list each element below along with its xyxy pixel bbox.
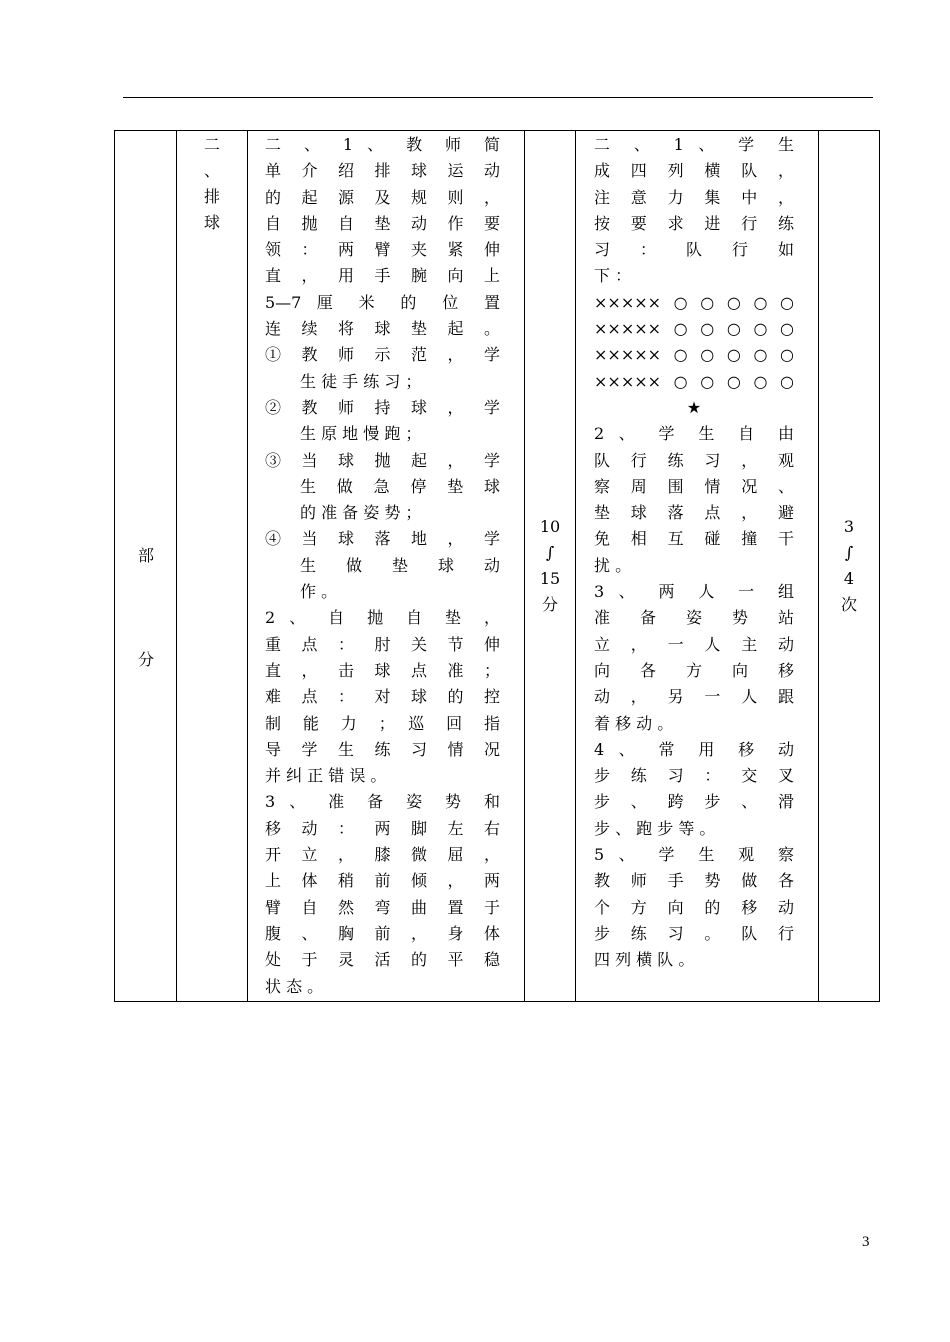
teacher-text-line: 5—7 厘 米 的 位 置 [265, 292, 500, 312]
count-value: 4 [843, 569, 855, 588]
time-cell [525, 131, 576, 1002]
student-text-line: 4 、 常 用 移 动 [594, 739, 794, 759]
teacher-text-line: 生 徒 手 练 习 ； [300, 371, 422, 391]
teacher-text-line: 的 起 源 及 规 则 ， [265, 187, 500, 207]
part-label-char: 分 [137, 650, 154, 669]
student-text-line: 3 、 两 人 一 组 [594, 582, 794, 602]
table-row [115, 131, 880, 1002]
teacher-activity-cell [248, 131, 525, 1002]
time-unit: 分 [541, 595, 558, 614]
student-text-line: 成 四 列 横 队 ， [594, 161, 794, 181]
teacher-text-line: 领 ： 两 臂 夹 紧 伸 [265, 240, 500, 260]
formation-row: ×××××○○○○○ [594, 345, 794, 365]
topic-char: 排 [203, 187, 220, 206]
student-text-line: 按 要 求 进 行 练 [594, 213, 794, 233]
teacher-text-line: ② 教 师 持 球 ， 学 [265, 397, 500, 417]
teacher-text-line: ④ 当 球 落 地 ， 学 [265, 529, 500, 549]
part-cell [115, 131, 177, 1002]
teacher-text-line: 状 态 。 [265, 976, 324, 996]
count-unit: 次 [840, 595, 857, 614]
teacher-activity-text [248, 131, 524, 1000]
page-number: 3 [862, 1234, 870, 1250]
formation-row: ×××××○○○○○ [594, 371, 794, 391]
teacher-text-line: 直 ， 击 球 点 准 ； [265, 660, 500, 680]
teacher-text-line: 直 ， 用 手 腕 向 上 [265, 266, 500, 286]
time-value: 10 [539, 517, 561, 536]
lesson-plan-table [114, 130, 880, 1002]
student-text-line: 四 列 横 队 。 [594, 950, 695, 970]
teacher-text-line: ③ 当 球 抛 起 ， 学 [265, 450, 500, 470]
formation-row: ×××××○○○○○ [594, 292, 794, 312]
student-text-line: 扰 。 [594, 555, 632, 575]
header-rule [123, 97, 873, 98]
topic-char: 、 [203, 161, 220, 180]
student-text-line: 2 、 学 生 自 由 [594, 424, 794, 444]
student-text-line: 下 ： [594, 266, 632, 286]
student-text-line: 注 意 力 集 中 ， [594, 187, 794, 207]
student-text-line: 队 行 练 习 ， 观 [594, 450, 794, 470]
teacher-text-line: 生 原 地 慢 跑 ； [300, 424, 422, 444]
teacher-text-line: 上 体 稍 前 倾 ， 两 [265, 871, 500, 891]
student-text-line: 步 练 习 ： 交 叉 [594, 766, 794, 786]
student-text-line: 垫 球 落 点 ， 避 [594, 503, 794, 523]
teacher-text-line: 处 于 灵 活 的 平 稳 [265, 950, 500, 970]
student-text-line: 5 、 学 生 观 察 [594, 845, 794, 865]
time-value: 15 [539, 569, 561, 588]
student-text-line: 步 、 跨 步 、 滑 [594, 792, 794, 812]
count-value: 3 [843, 517, 855, 536]
formation-row: ×××××○○○○○ [594, 319, 794, 339]
topic-char: 二 [203, 135, 220, 154]
teacher-text-line: 单 介 绍 排 球 运 动 [265, 161, 500, 181]
teacher-text-line: 难 点 ： 对 球 的 控 [265, 687, 500, 707]
teacher-text-line: 连 续 将 球 垫 起 。 [265, 319, 500, 339]
student-text-line: 动 ， 另 一 人 跟 [594, 687, 794, 707]
student-text-line: 着 移 动 。 [594, 713, 674, 733]
count-range-symbol: ∫ [844, 543, 854, 562]
student-text-line: 察 周 围 情 况 、 [594, 476, 794, 496]
teacher-text-line: 生 做 垫 球 动 [300, 555, 500, 575]
student-text-line: 教 师 手 势 做 各 [594, 871, 794, 891]
teacher-text-line: 臂 自 然 弯 曲 置 于 [265, 897, 500, 917]
topic-char: 球 [203, 213, 220, 232]
student-text-line: 步 、 跑 步 等 。 [594, 818, 716, 838]
teacher-text-line: 制 能 力 ； 巡 回 指 [265, 713, 500, 733]
student-text-line: 步 练 习 。 队 行 [594, 923, 794, 943]
teacher-text-line: 自 抛 自 垫 动 作 要 [265, 213, 500, 233]
student-text-line: 个 方 向 的 移 动 [594, 897, 794, 917]
student-text-line: 准 备 姿 势 站 [594, 608, 794, 628]
student-text-line: 习 ： 队 行 如 [594, 240, 794, 260]
topic-cell [177, 131, 248, 1002]
student-text-line: 二 、 1 、 学 生 [594, 135, 794, 154]
count-cell [819, 131, 880, 1002]
teacher-text-line: 的 准 备 姿 势 ； [300, 503, 422, 523]
teacher-text-line: 生 做 急 停 垫 球 [300, 476, 500, 496]
student-activity-cell [576, 131, 819, 1002]
teacher-text-line: 腹 、 胸 前 ， 身 体 [265, 923, 500, 943]
teacher-position-star: ★ [686, 397, 702, 417]
teacher-text-line: 2 、 自 抛 自 垫 ， [265, 608, 500, 628]
student-text-line: 免 相 互 碰 撞 干 [594, 529, 794, 549]
teacher-text-line: 开 立 ， 膝 微 屈 ， [265, 845, 500, 865]
teacher-text-line: ① 教 师 示 范 ， 学 [265, 345, 500, 365]
student-activity-text [576, 131, 818, 974]
student-text-line: 向 各 方 向 移 [594, 660, 794, 680]
teacher-text-line: 作 。 [300, 582, 338, 602]
teacher-text-line: 重 点 ： 肘 关 节 伸 [265, 634, 500, 654]
student-text-line: 立 ， 一 人 主 动 [594, 634, 794, 654]
teacher-text-line: 并 纠 正 错 误 。 [265, 766, 387, 786]
part-label-char: 部 [137, 546, 154, 565]
teacher-text-line: 移 动 ： 两 脚 左 右 [265, 818, 500, 838]
teacher-text-line: 3 、 准 备 姿 势 和 [265, 792, 500, 812]
teacher-text-line: 二 、 1 、 教 师 简 [265, 135, 500, 154]
teacher-text-line: 导 学 生 练 习 情 况 [265, 739, 500, 759]
time-range-symbol: ∫ [545, 543, 555, 562]
